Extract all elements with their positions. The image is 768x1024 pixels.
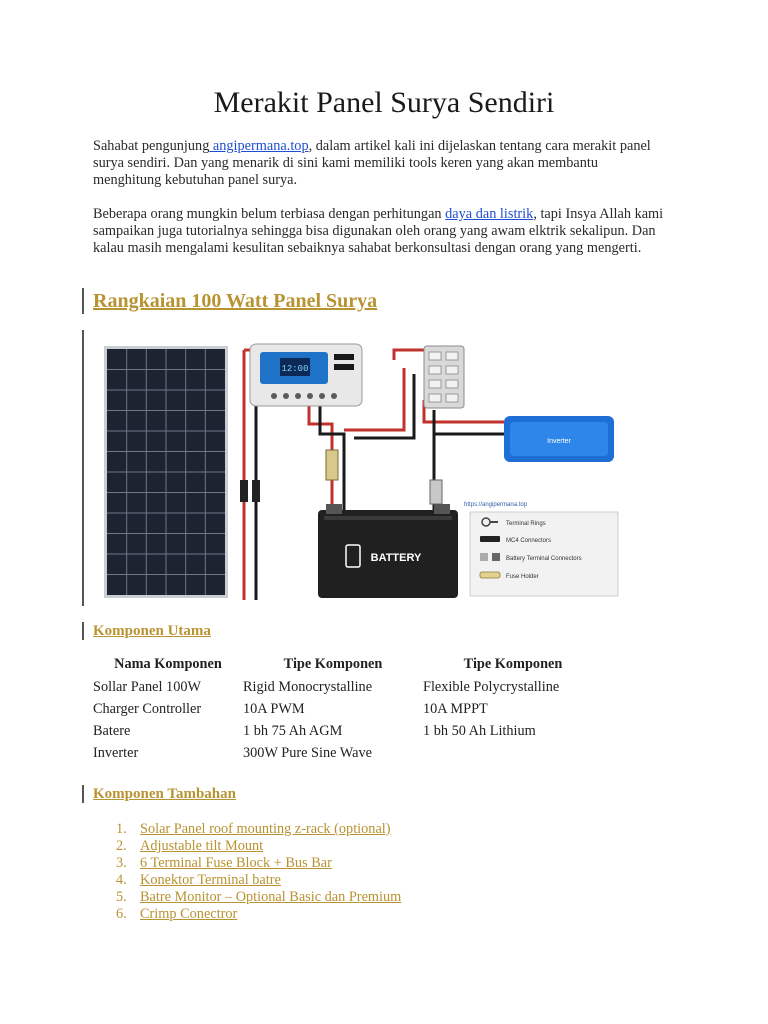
wiring-diagram xyxy=(94,330,624,606)
table-cell: 1 bh 75 Ah AGM xyxy=(243,723,343,739)
list-link[interactable]: Adjustable tilt Mount xyxy=(140,838,264,854)
intro-text: Beberapa orang mungkin belum terbiasa dengan perhitungan xyxy=(93,206,446,222)
list-number: 5. xyxy=(116,889,127,905)
section-heading-utama[interactable]: Komponen Utama xyxy=(93,623,211,639)
section-heading-tambahan[interactable]: Komponen Tambahan xyxy=(93,786,236,802)
table-header: Tipe Komponen xyxy=(463,656,563,672)
diagram-legend xyxy=(470,512,618,596)
extras-list xyxy=(116,821,401,923)
table-cell: Sollar Panel 100W xyxy=(93,679,202,695)
table-row xyxy=(93,745,603,767)
diagram-bar xyxy=(82,330,84,606)
page-title: Merakit Panel Surya Sendiri xyxy=(213,86,555,119)
table-cell: 10A PWM xyxy=(243,701,305,717)
controller-display: 12:00 xyxy=(281,364,309,374)
list-number: 4. xyxy=(116,872,127,888)
list-item[interactable] xyxy=(116,821,401,838)
charge-controller-icon xyxy=(250,344,362,406)
intro-paragraph-2 xyxy=(93,206,668,257)
table-cell: 1 bh 50 Ah Lithium xyxy=(423,723,536,739)
table-cell: Rigid Monocrystalline xyxy=(243,679,373,695)
intro-text: , dalam artikel kali ini dijelaskan tentang cara merakit panel surya sendiri. Dan yang menarik di sini kami memiliki tools keren yang akan membantu menghitung kebutuhan panel surya. xyxy=(93,138,651,188)
mc4-connector-icon xyxy=(480,536,500,542)
intro-text: Sahabat pengunjung xyxy=(93,138,210,154)
list-link[interactable]: Crimp Conectror xyxy=(140,906,238,922)
list-item[interactable] xyxy=(116,889,401,906)
diagram-url: https://angipermana.top xyxy=(464,502,528,508)
list-item[interactable] xyxy=(116,855,401,872)
table-cell: 10A MPPT xyxy=(423,701,488,717)
legend-label: Battery Terminal Connectors xyxy=(506,556,582,562)
table-cell: Flexible Polycrystalline xyxy=(423,679,560,695)
list-link[interactable]: Konektor Terminal batre xyxy=(140,872,281,888)
battery-icon xyxy=(318,504,458,598)
list-link[interactable]: Solar Panel roof mounting z-rack (optional) xyxy=(140,821,391,837)
table-row xyxy=(93,723,603,745)
table-cell: Batere xyxy=(93,723,131,739)
table-cell: Charger Controller xyxy=(93,701,202,717)
list-item[interactable] xyxy=(116,838,401,855)
table-cell: 300W Pure Sine Wave xyxy=(243,745,372,761)
heading-bar xyxy=(82,288,84,314)
table-row xyxy=(93,701,603,723)
list-number: 1. xyxy=(116,821,127,837)
list-number: 3. xyxy=(116,855,127,871)
table-row xyxy=(93,679,603,701)
fuse-block-icon xyxy=(424,346,464,408)
list-item[interactable] xyxy=(116,872,401,889)
component-table xyxy=(93,656,603,767)
site-link[interactable]: angipermana.top xyxy=(209,138,309,154)
table-cell xyxy=(423,745,603,767)
heading-bar xyxy=(82,785,84,803)
heading-bar xyxy=(82,622,84,640)
table-header-row xyxy=(93,656,603,679)
fuse-holder-icon xyxy=(480,572,500,578)
inverter-icon xyxy=(504,416,614,462)
legend-label: Fuse Holder xyxy=(506,574,539,580)
intro-text: , tapi Insya Allah kami sampaikan juga tutorialnya sehingga bisa digunakan oleh orang yang awam elktrik sekalipun. Dan kalau masih mengalami kesulitan sebaiknya sahabat berkonsultasi dengan orang yang mengerti. xyxy=(93,206,664,256)
list-item[interactable] xyxy=(116,906,401,923)
intro-paragraph-1 xyxy=(93,138,668,189)
inverter-label: Inverter xyxy=(547,438,571,445)
table-header: Tipe Komponen xyxy=(283,656,383,672)
daya-listrik-link[interactable]: daya dan listrik xyxy=(445,206,534,222)
table-header: Nama Komponen xyxy=(114,656,222,672)
solar-panel-icon xyxy=(104,346,228,598)
table-cell: Inverter xyxy=(93,745,139,761)
list-link[interactable]: Batre Monitor – Optional Basic dan Premium xyxy=(140,889,402,905)
section-heading-rangkaian[interactable]: Rangkaian 100 Watt Panel Surya xyxy=(93,290,378,312)
legend-label: Terminal Rings xyxy=(506,521,546,527)
legend-label: MC4 Connectors xyxy=(506,538,552,544)
list-number: 6. xyxy=(116,906,127,922)
battery-label: BATTERY xyxy=(370,552,422,564)
list-link[interactable]: 6 Terminal Fuse Block + Bus Bar xyxy=(140,855,332,871)
list-number: 2. xyxy=(116,838,127,854)
